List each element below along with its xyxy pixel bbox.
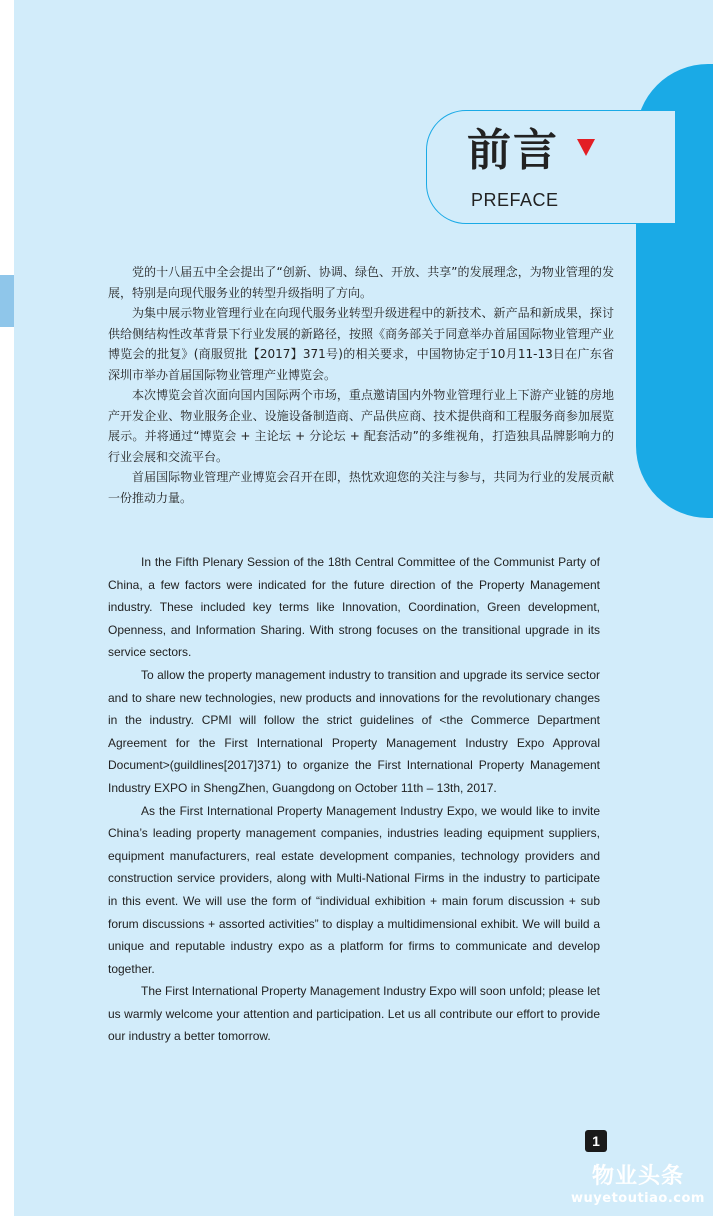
chinese-paragraph: 本次博览会首次面向国内国际两个市场，重点邀请国内外物业管理行业上下游产业链的房地产开发企业、物业服务企业、设施设备制造商、产品供应商、技术提供商和工程服务商参加展览展示。并将通过“博览会 + 主论坛 + 分论坛 + 配套活动”的多维视角，打造独具品牌影响力的行业会展和交流平台。 — [108, 388, 614, 464]
left-margin-strip — [0, 0, 14, 1216]
watermark — [566, 1163, 710, 1213]
english-paragraph: In the Fifth Plenary Session of the 18th Central Committee of the Communist Party of China, a few factors were indicated for the future direction of the Property Management industry. These included key terms like Innovation, Coordination, Green development, Openness, and Information Sharing. With strong focuses on the transitional upgrade in its service sectors. — [108, 555, 600, 660]
chinese-paragraph: 党的十八届五中全会提出了“创新、协调、绿色、开放、共享”的发展理念，为物业管理的发展，特别是向现代服务业的转型升级指明了方向。 — [108, 265, 614, 300]
title-box — [426, 110, 676, 224]
left-page-tab — [0, 275, 14, 327]
english-paragraph: To allow the property management industry to transition and upgrade its service sector and to share new technologies, new products and innovations for the revolutionary changes in the industry. CPMI will follow the strict guidelines of <the Commerce Department Agreement for the First International Property Management Industry Expo Approval Document>(guildlines[2017]371) to organize the First International Property Management Industry EXPO in ShengZhen, Guangdong on October 11th – 13th, 2017. — [108, 667, 600, 795]
english-body — [108, 551, 600, 1048]
english-paragraph: The First International Property Management Industry Expo will soon unfold; please let us warmly welcome your attention and participation. Let us all contribute our effort to provide our industry a better tomorrow. — [108, 984, 600, 1044]
page-number: 1 — [585, 1130, 607, 1152]
english-paragraph: As the First International Property Management Industry Expo, we would like to invite China’s leading property management companies, industries leading equipment suppliers, equipment manufacturers, real estate development companies, technology providers and construction service providers, along with Multi-National Firms in the industry to participate in this event. We will use the form of “individual exhibition + main forum discussion + sub forum discussions + assorted activities” to display a multidimensional exhibit. We will build a unique and reputable industry expo as a platform for firms to communicate and develop together. — [108, 803, 600, 976]
chinese-paragraph: 首届国际物业管理产业博览会召开在即，热忱欢迎您的关注与参与，共同为行业的发展贡献一份推动力量。 — [108, 470, 614, 505]
page-subtitle: PREFACE — [471, 190, 559, 210]
page-title: 前言 — [467, 125, 559, 176]
chinese-body — [108, 262, 614, 508]
chinese-paragraph: 为集中展示物业管理行业在向现代服务业转型升级进程中的新技术、新产品和新成果，探讨供给侧结构性改革背景下行业发展的新路径，按照《商务部关于同意举办首届国际物业管理产业博览会的批复》(商服贸批【2017】371号)的相关要求，中国物协定于10月11-13日在广东省深圳市举办首届国际物业管理产业博览会。 — [108, 306, 614, 382]
watermark-cn: 物业头条 — [591, 1164, 684, 1189]
watermark-url: wuyetoutiao.com — [571, 1191, 705, 1206]
triangle-down-icon — [577, 139, 595, 156]
